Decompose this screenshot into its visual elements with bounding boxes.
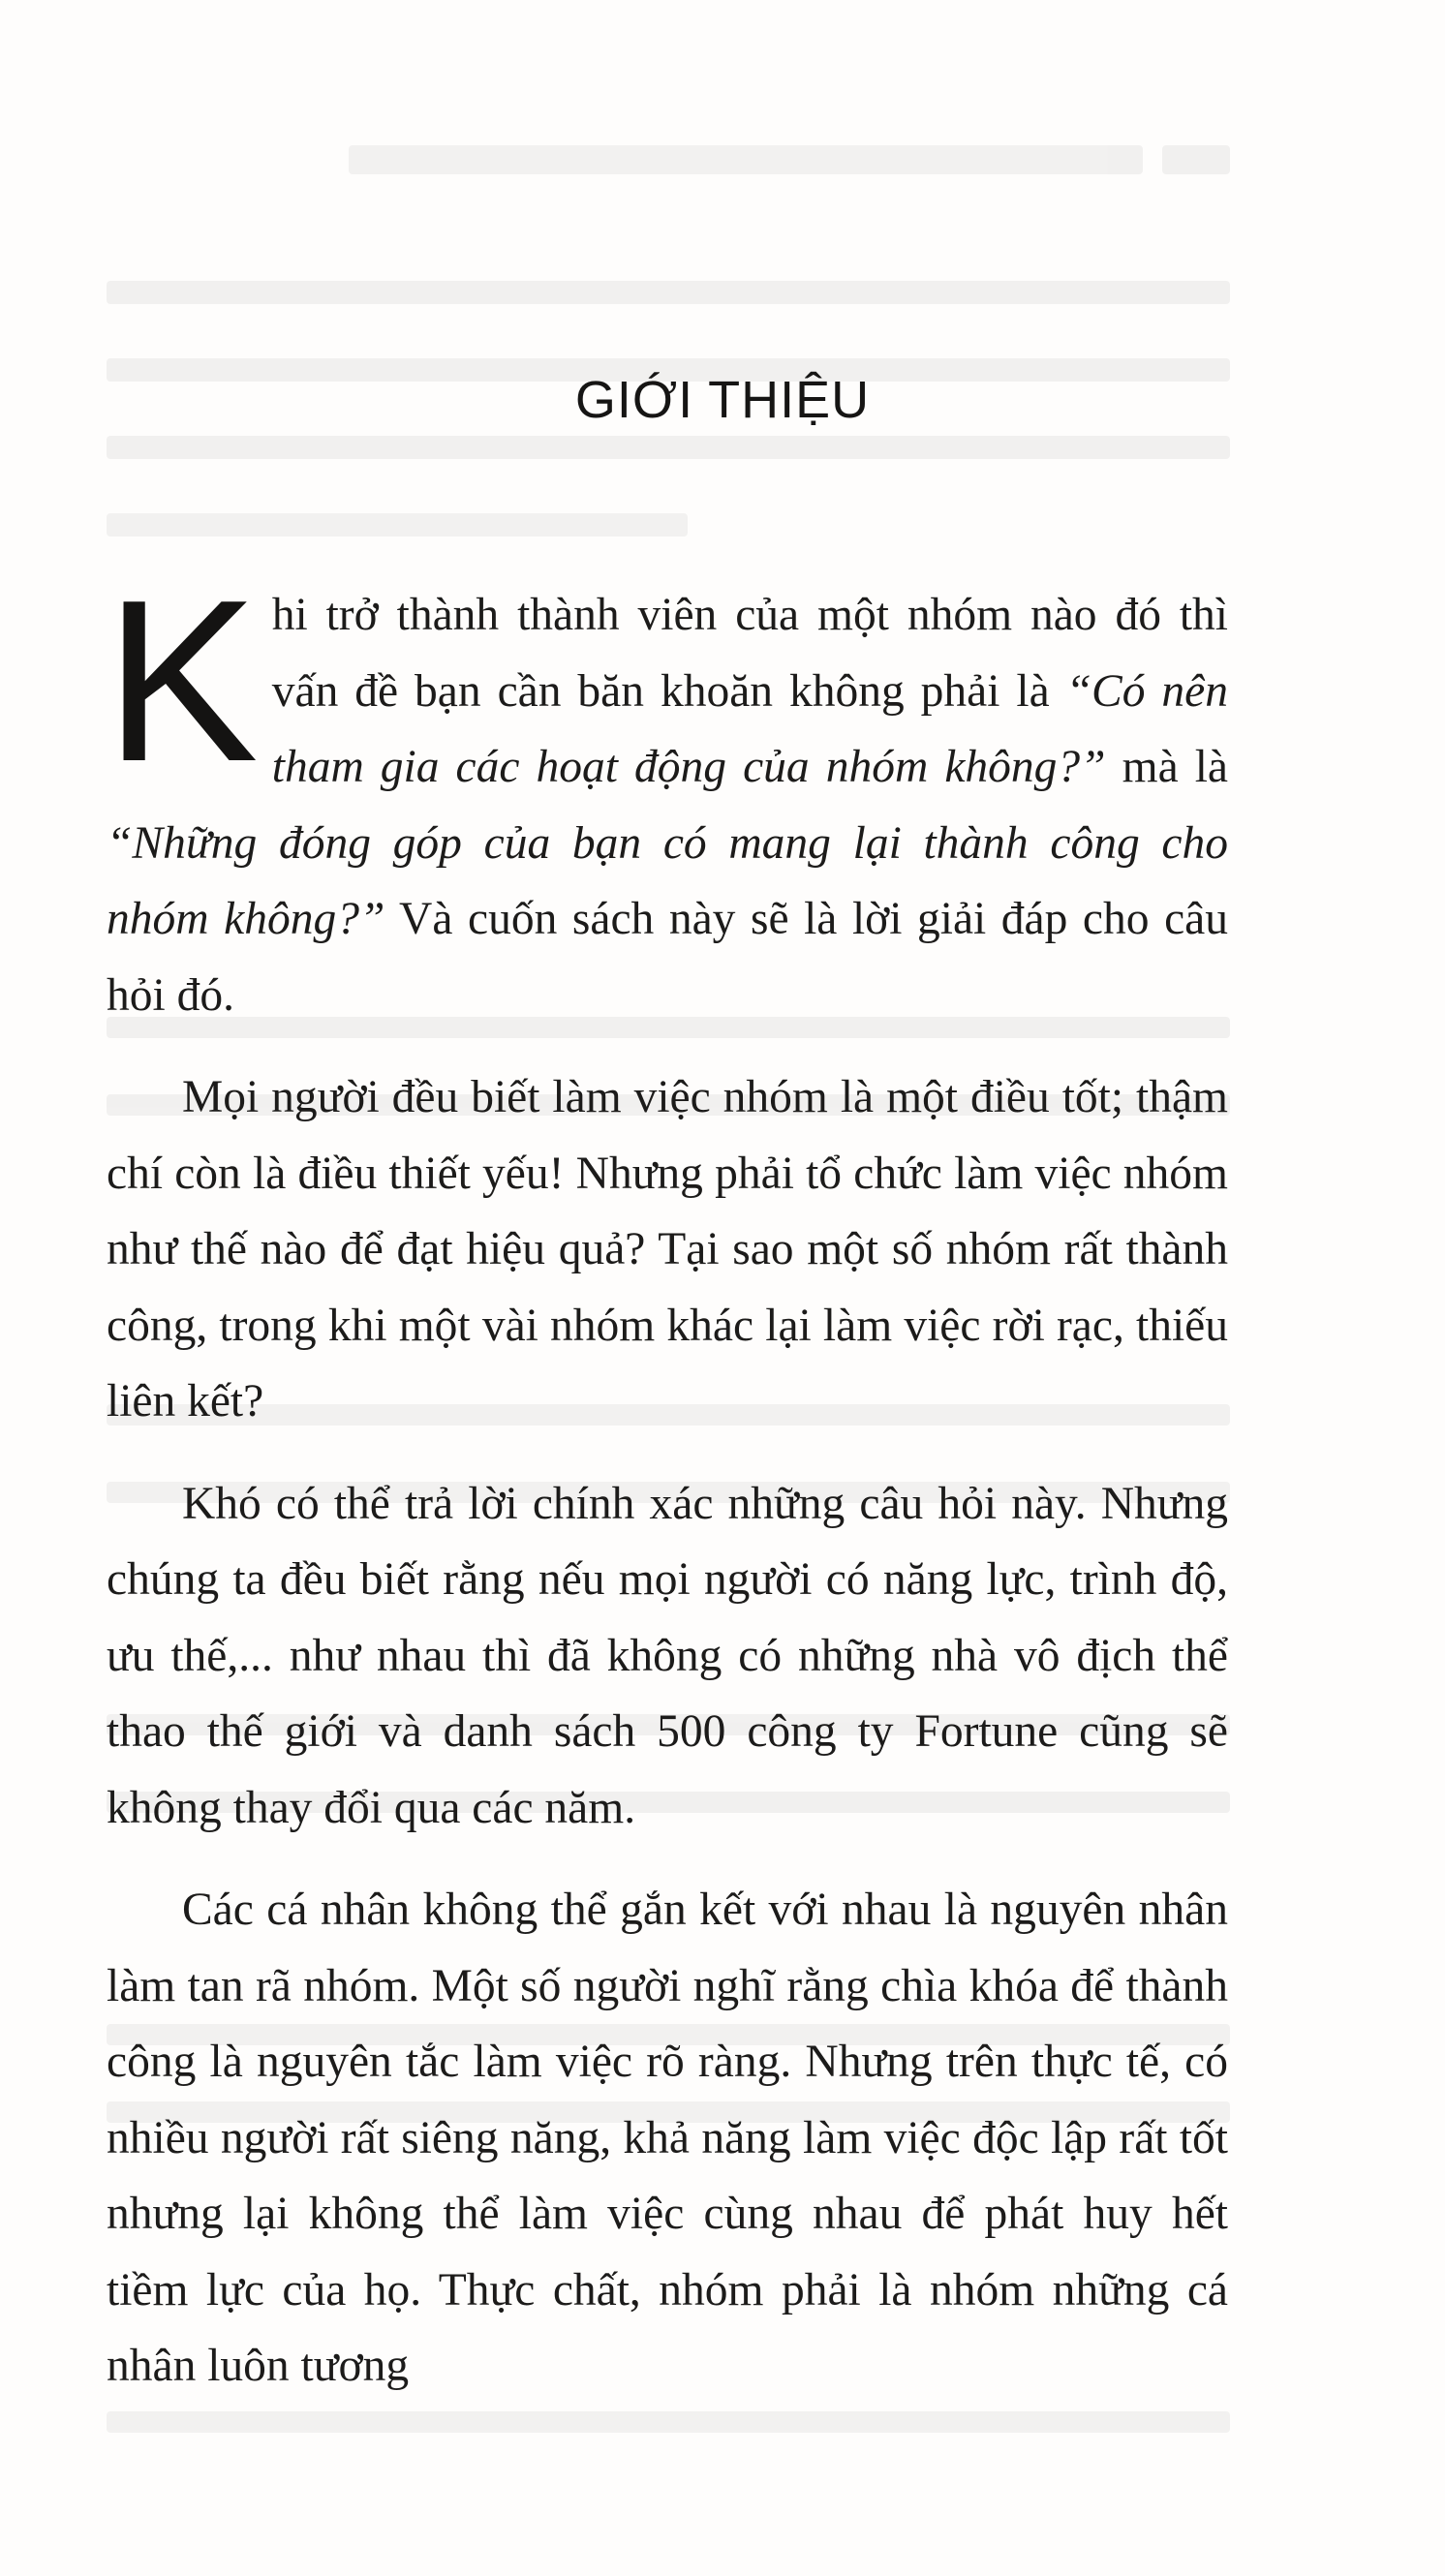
chapter-title: GIỚI THIỆU xyxy=(574,371,871,429)
intro-quote-1: “Có nên tham gia các hoạt động của nhóm không?” xyxy=(271,665,1228,792)
paragraph-teamwork: Mọi người đều biết làm việc nhóm là một điều tốt; thậm chí còn là điều thiết yếu! Nhưng phải tổ chức làm việc nhóm như thế nào để đạt hiệu quả? Tại sao một số nhóm rất thành công, trong khi một vài nhóm khác lại làm việc rời rạc, thiếu liên kết? xyxy=(107,1072,1228,1426)
drop-cap: K xyxy=(105,553,259,810)
intro-text-1: hi trở thành thành viên của một nhóm nào đó thì vấn đề bạn cần băn khoăn không phải là xyxy=(271,590,1228,717)
paragraph-individuals: Các cá nhân không thể gắn kết với nhau là nguyên nhân làm tan rã nhóm. Một số người nghĩ rằng chìa khóa để thành công là nguyên tắc làm việc rõ ràng. Nhưng trên thực tế, có nhiều người rất siêng năng, khả năng làm việc độc lập rất tốt nhưng lại không thể làm việc cùng nhau để phát huy hết tiềm lực của họ. Thực chất, nhóm phải là nhóm những cá nhân luôn tương xyxy=(107,1885,1228,2391)
intro-text-3: Và cuốn sách này sẽ là lời giải đáp cho câu hỏi đó. xyxy=(107,894,1228,1021)
intro-paragraph xyxy=(105,553,1228,1033)
body-text xyxy=(105,553,1228,2431)
intro-text-2: mà là xyxy=(1105,742,1228,792)
paragraph-questions: Khó có thể trả lời chính xác những câu hỏi này. Nhưng chúng ta đều biết rằng nếu mọi người có năng lực, trình độ, ưu thế,... như nhau thì đã không có những nhà vô địch thể thao thế giới và danh sách 500 công ty Fortune cũng sẽ không thay đổi qua các năm. xyxy=(107,1478,1228,1833)
intro-quote-2: “Những đóng góp của bạn có mang lại thành công cho nhóm không?” xyxy=(107,817,1228,944)
